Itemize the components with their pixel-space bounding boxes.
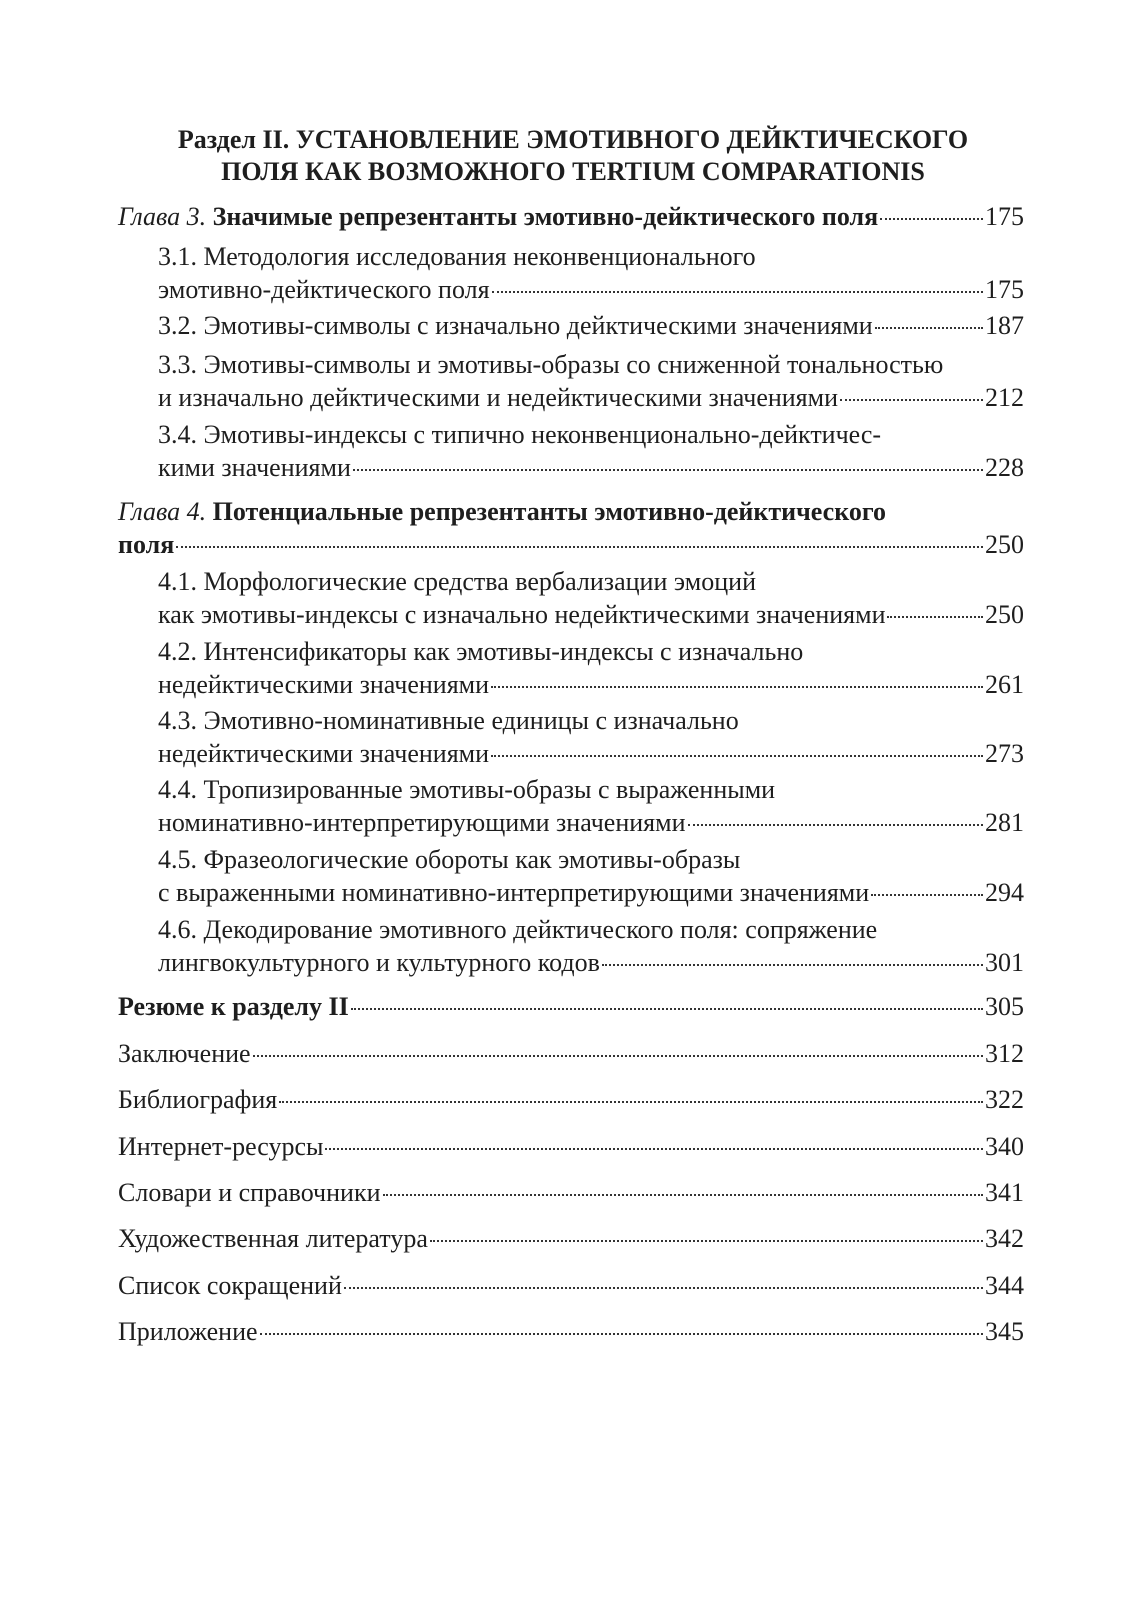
toc-item-text: 3.4. Эмотивы-индексы с типично неконвенционально-дейктичес- (158, 420, 882, 449)
page-number: 261 (985, 670, 1024, 699)
toc-item-4-6[interactable] (158, 913, 1024, 979)
leader-dots (871, 894, 983, 896)
toc-item-text: 3.1. Методология исследования неконвенционального (158, 242, 756, 271)
chapter-4-title: Потенциальные репрезентанты эмотивно-дейктического (212, 497, 887, 526)
page-number: 273 (985, 739, 1024, 768)
toc-item-text-cont: с выраженными номинативно-интерпретирующими значениями (158, 878, 870, 907)
toc-item-text: 4.5. Фразеологические обороты как эмотивы-образы (158, 845, 741, 874)
toc-item-4-2[interactable] (158, 635, 1024, 701)
leader-dots (279, 1101, 983, 1103)
toc-item-text: 3.2. Эмотивы-символы с изначально дейктическими значениями (158, 311, 873, 340)
leader-dots (875, 327, 983, 329)
toc-item-text-cont: недейктическими значениями (158, 739, 490, 768)
leader-dots (344, 1287, 983, 1289)
chapter-3-label: Глава 3. (118, 202, 207, 231)
page-number: 322 (985, 1085, 1024, 1114)
page-number: 250 (985, 600, 1024, 629)
page-number: 345 (985, 1317, 1024, 1346)
leader-dots (688, 824, 984, 826)
leader-dots (602, 964, 983, 966)
toc-item-appendix[interactable] (118, 1315, 1024, 1348)
page-number: 175 (985, 202, 1024, 231)
section-title-line-1: Раздел II. УСТАНОВЛЕНИЕ ЭМОТИВНОГО ДЕЙКТИЧЕСКОГО (177, 125, 969, 154)
toc-item-text: Библиография (118, 1085, 278, 1114)
toc-item-4-5[interactable] (158, 843, 1024, 909)
page-number: 281 (985, 808, 1024, 837)
toc-item-text-cont: номинативно-интерпретирующими значениями (158, 808, 686, 837)
leader-dots (887, 616, 983, 618)
toc-item-text: 3.3. Эмотивы-символы и эмотивы-образы со сниженной тональностью (158, 350, 944, 379)
leader-dots (430, 1240, 983, 1242)
toc-item-text: 4.6. Декодирование эмотивного дейктического поля: сопряжение (158, 915, 878, 944)
toc-item-text: 4.3. Эмотивно-номинативные единицы с изначально (158, 706, 739, 735)
page-number: 294 (985, 878, 1024, 907)
section-title-line-2: ПОЛЯ КАК ВОЗМОЖНОГО TERTIUM COMPARATIONIS (221, 157, 925, 186)
section-title (118, 124, 1028, 188)
toc-item-fiction[interactable] (118, 1222, 1024, 1255)
toc-item-text: 4.4. Тропизированные эмотивы-образы с выраженными (158, 775, 776, 804)
leader-dots (492, 291, 983, 293)
toc-item-text-cont: кими значениями (158, 453, 351, 482)
toc-item-4-1[interactable] (158, 565, 1024, 631)
toc-item-text: Список сокращений (118, 1271, 342, 1300)
toc-item-text: Художественная литература (118, 1224, 428, 1253)
toc-item-text: Резюме к разделу II (118, 992, 349, 1021)
leader-dots (176, 546, 983, 548)
leader-dots (840, 399, 983, 401)
leader-dots (353, 469, 983, 471)
page-number: 305 (985, 992, 1024, 1021)
toc-item-bibliography[interactable] (118, 1083, 1024, 1116)
leader-dots (253, 1055, 983, 1057)
toc-item-text-cont: и изначально дейктическими и недейктическими значениями (158, 383, 839, 412)
toc-item-4-4[interactable] (158, 773, 1024, 839)
page-number: 340 (985, 1132, 1024, 1161)
toc-chapter-4[interactable] (118, 495, 1024, 561)
page-number: 212 (985, 383, 1024, 412)
toc-item-text-cont: лингвокультурного и культурного кодов (158, 948, 600, 977)
toc-item-text: Приложение (118, 1317, 258, 1346)
toc-chapter-3[interactable] (118, 200, 1024, 233)
toc-item-text: Заключение (118, 1039, 251, 1068)
toc-item-3-2[interactable] (158, 309, 1024, 342)
page-number: 228 (985, 453, 1024, 482)
page-number: 341 (985, 1178, 1024, 1207)
page-number: 250 (985, 530, 1024, 559)
toc-item-text-cont: недейктическими значениями (158, 670, 490, 699)
leader-dots (383, 1194, 984, 1196)
toc-item-3-1[interactable] (158, 240, 1024, 306)
leader-dots (880, 218, 983, 220)
toc-item-abbreviations[interactable] (118, 1269, 1024, 1302)
page-number: 342 (985, 1224, 1024, 1253)
page-number: 175 (985, 275, 1024, 304)
page-number: 312 (985, 1039, 1024, 1068)
toc-item-text-cont: как эмотивы-индексы с изначально недейктическими значениями (158, 600, 886, 629)
leader-dots (351, 1008, 983, 1010)
chapter-3-title: Значимые репрезентанты эмотивно-дейктического поля (212, 202, 879, 231)
page-number: 344 (985, 1271, 1024, 1300)
toc-item-text: 4.1. Морфологические средства вербализации эмоций (158, 567, 756, 596)
page-number: 187 (985, 311, 1024, 340)
chapter-4-title-cont: поля (118, 530, 175, 559)
toc-item-text: 4.2. Интенсификаторы как эмотивы-индексы с изначально (158, 637, 804, 666)
toc-item-text-cont: эмотивно-дейктического поля (158, 275, 490, 304)
toc-item-3-3[interactable] (158, 348, 1024, 414)
toc-item-dictionaries[interactable] (118, 1176, 1024, 1209)
toc-item-4-3[interactable] (158, 704, 1024, 770)
toc-item-conclusion[interactable] (118, 1037, 1024, 1070)
leader-dots (491, 755, 983, 757)
toc-item-3-4[interactable] (158, 418, 1024, 484)
toc-item-text: Интернет-ресурсы (118, 1132, 324, 1161)
page-number: 301 (985, 948, 1024, 977)
leader-dots (260, 1333, 983, 1335)
toc-item-internet[interactable] (118, 1130, 1024, 1163)
chapter-4-label: Глава 4. (118, 497, 207, 526)
leader-dots (325, 1148, 983, 1150)
toc-item-resume[interactable] (118, 990, 1024, 1023)
toc-item-text: Словари и справочники (118, 1178, 381, 1207)
leader-dots (491, 686, 983, 688)
